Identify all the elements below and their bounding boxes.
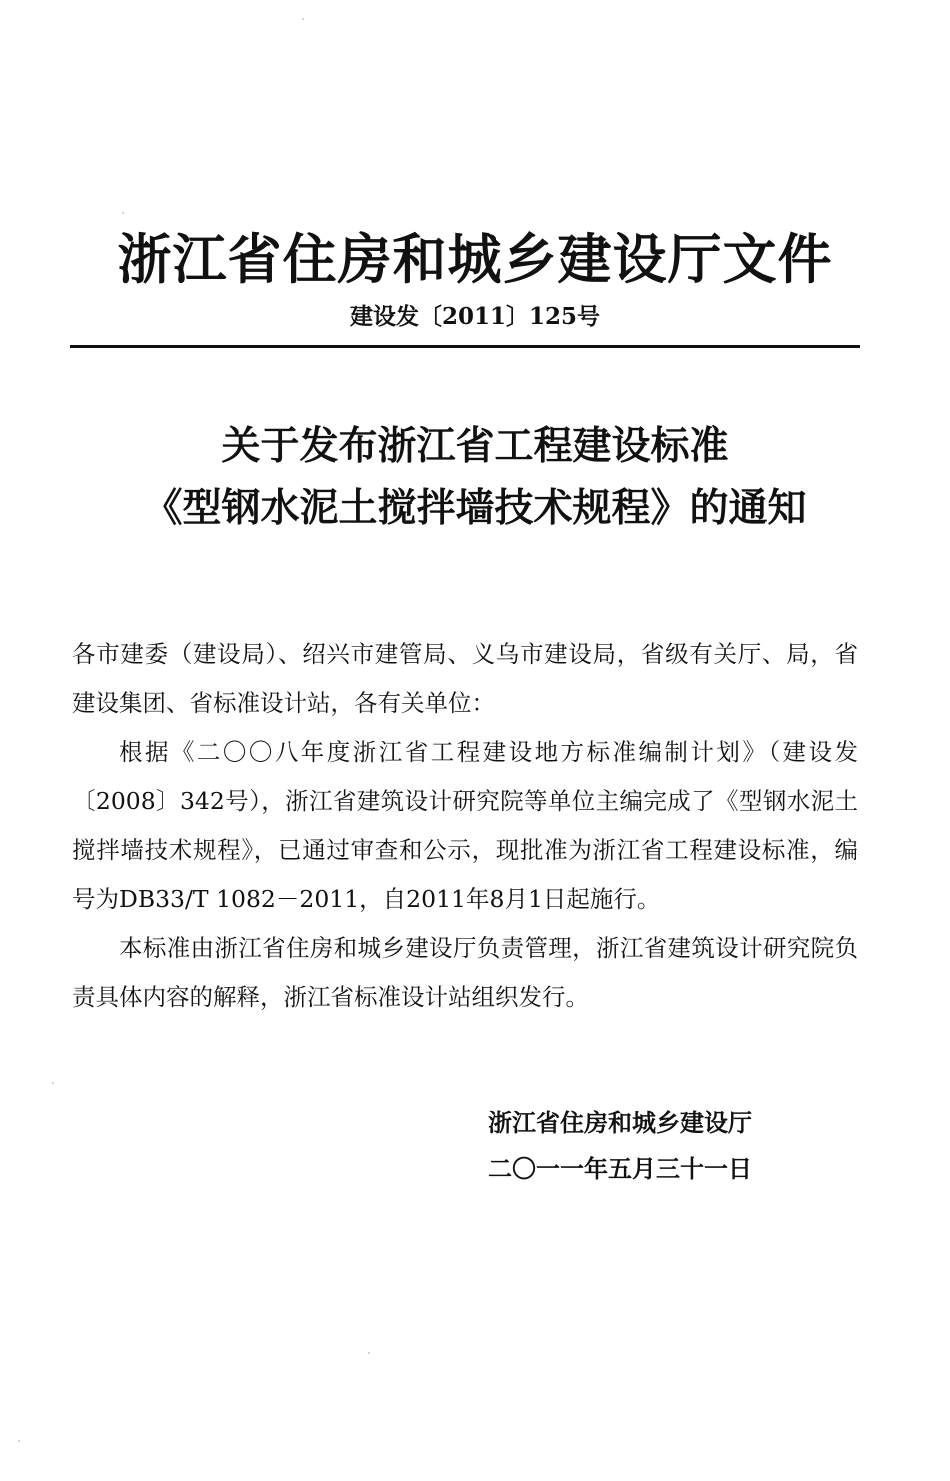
issuing-authority-title: 浙江省住房和城乡建设厅文件 [117,228,833,291]
header-divider [70,345,860,348]
issuer-name: 浙江省住房和城乡建设厅 [488,1109,752,1137]
document-number: 建设发〔2011〕125号 [349,303,601,330]
addressees: 各市建委（建设局）、绍兴市建管局、义乌市建设局，省级有关厅、局，省建设集团、省标准设计站，各有关单位： [72,640,858,717]
scan-speck [52,1082,54,1084]
scan-speck [302,18,304,20]
body-paragraph-1: 根据《二〇〇八年度浙江省工程建设地方标准编制计划》（建设发〔2008〕342号），浙江省建筑设计研究院等单位主编完成了《型钢水泥土搅拌墙技术规程》，已通过审查和公示，现批准为浙江省工程建设标准，编号为DB33/T 1082－2011，自2011年8月1日起施行。 [72,738,858,913]
scan-speck [122,212,124,214]
issue-date: 二〇一一年五月三十一日 [488,1155,752,1183]
notice-title-line-2: 《型钢水泥土搅拌墙技术规程》的通知 [143,486,807,531]
notice-body [72,630,858,1022]
scan-speck [368,1352,370,1354]
notice-title-line-1: 关于发布浙江省工程建设标准 [221,424,729,469]
signature-block [488,1100,752,1192]
body-paragraph-2: 本标准由浙江省住房和城乡建设厅负责管理，浙江省建筑设计研究院负责具体内容的解释，浙江省标准设计站组织发行。 [72,934,858,1011]
scan-speck [18,1440,20,1442]
